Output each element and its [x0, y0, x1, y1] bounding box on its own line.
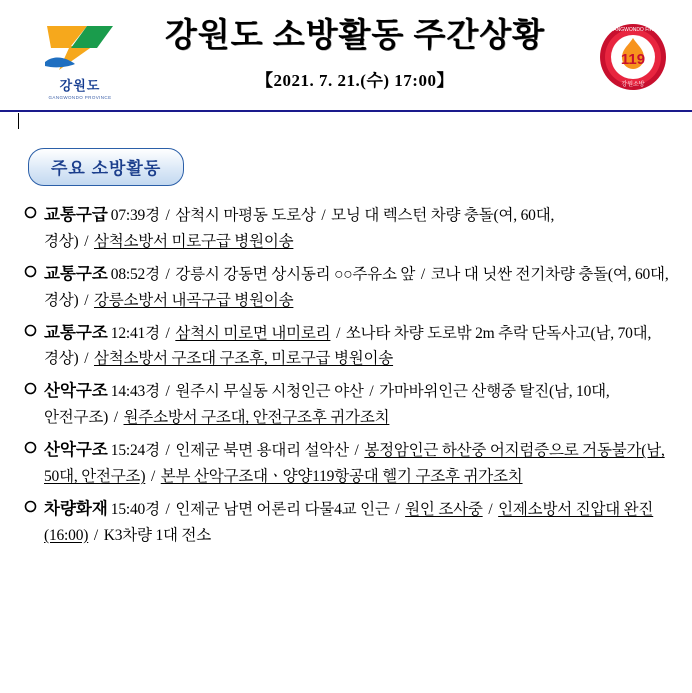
item-location: 인제군 남면 어론리 다물4교 인근 [175, 501, 390, 519]
item-category: 교통구조 [44, 264, 108, 283]
list-item-text: 교통구조 12:41경 / 삼척시 미로면 내미로리 / 쏘나타 차량 도로밖 2m 추락 단독사고(남, 70대, 경상) / 삼척소방서 구조대 구조후, 미로구급 병원이송 [44, 323, 652, 368]
logo-label-en: GANGWONDO PROVINCE [48, 95, 112, 100]
item-response: 인제소방서 진압대 완진(16:00) [44, 501, 654, 544]
item-detail: 모닝 대 렉스턴 차량 충돌(여, 60대, 경상) [44, 207, 555, 250]
item-detail: 코나 대 닛싼 전기차량 충돌(여, 60대, 경상) [44, 265, 669, 309]
item-category: 산악구조 [44, 382, 108, 401]
list-item-text: 교통구조 08:52경 / 강릉시 강동면 상시동리 ○○주유소 앞 / 코나 대 닛싼 전기차량 충돌(여, 60대, 경상) / 강릉소방서 내곡구급 병원이송 [44, 264, 669, 309]
item-time: 15:24경 [110, 442, 160, 460]
item-detail: 쏘나타 차량 도로밖 2m 추락 단독사고(남, 70대, 경상) [44, 324, 652, 368]
bullet-circle-icon [24, 202, 44, 219]
item-damage: K3차량 1대 전소 [103, 526, 212, 544]
item-response: 원주소방서 구조대, 안전구조후 귀가조치 [123, 409, 390, 427]
text-caret [18, 113, 19, 129]
svg-text:GANGWONDO FIRE: GANGWONDO FIRE [609, 27, 657, 33]
list-item-text: 교통구급 07:39경 / 삼척시 마평동 도로상 / 모닝 대 렉스턴 차량 충돌(여, 60대, 경상) / 삼척소방서 미로구급 병원이송 [44, 206, 555, 250]
svg-text:119: 119 [620, 51, 646, 68]
item-response: 삼척소방서 구조대 구조후, 미로구급 병원이송 [93, 350, 394, 368]
list-item [24, 261, 670, 313]
item-location: 삼척시 마평동 도로상 [175, 207, 316, 224]
item-response: 본부 산악구조대ㆍ양양119항공대 헬기 구조후 귀가조치 [160, 468, 523, 486]
item-category: 교통구급 [44, 206, 108, 224]
document-header [0, 0, 692, 112]
bullet-circle-icon [24, 261, 44, 278]
item-cause: 원인 조사중 [405, 501, 483, 519]
item-time: 12:41경 [110, 324, 160, 342]
title-block [130, 18, 580, 91]
page-title: 강원도 소방활동 주간상황 [164, 18, 546, 54]
bullet-circle-icon [24, 320, 44, 337]
list-item-text: 산악구조 14:43경 / 원주시 무실동 시청인근 야산 / 가마바위인근 산행중 탈진(남, 10대, 안전구조) / 원주소방서 구조대, 안전구조후 귀가조치 [44, 382, 610, 427]
list-item [24, 378, 670, 430]
svg-text:강원소방: 강원소방 [621, 82, 645, 88]
item-time: 14:43경 [110, 383, 160, 401]
item-detail: 봉정암인근 하산중 어지럼증으로 거동불가(남, 50대, 안전구조) [44, 442, 665, 486]
item-response: 강릉소방서 내곡구급 병원이송 [93, 291, 294, 309]
province-logo-icon [41, 22, 119, 74]
list-item [24, 437, 670, 489]
list-item [24, 202, 670, 254]
item-detail: 가마바위인근 산행중 탈진(남, 10대, 안전구조) [44, 383, 610, 427]
activity-list [0, 202, 692, 548]
item-category: 산악구조 [44, 441, 108, 460]
item-category: 차량화재 [44, 500, 108, 519]
item-location: 원주시 무실동 시청인근 야산 [175, 383, 364, 401]
list-item [24, 320, 670, 372]
list-item [24, 496, 670, 548]
item-response: 삼척소방서 미로구급 병원이송 [93, 232, 294, 250]
bullet-circle-icon [24, 378, 44, 395]
section-heading: 주요 소방활동 [28, 148, 184, 186]
item-location: 삼척시 미로면 내미로리 [175, 324, 331, 342]
item-time: 07:39경 [110, 207, 160, 224]
item-location: 인제군 북면 용대리 설악산 [175, 442, 349, 460]
gangwon-province-logo [32, 22, 128, 100]
item-category: 교통구조 [44, 323, 108, 342]
item-time: 15:40경 [110, 501, 160, 519]
report-datetime: 【2021. 7. 21.(수) 17:00】 [256, 70, 454, 90]
logo-label-ko: 강원도 [59, 78, 101, 93]
list-item-text: 산악구조 15:24경 / 인제군 북면 용대리 설악산 / 봉정암인근 하산중 어지럼증으로 거동불가(남, 50대, 안전구조) / 본부 산악구조대ㆍ양양119항공대 헬기 구조후 귀가조치 [44, 441, 665, 486]
item-time: 08:52경 [110, 265, 160, 283]
section-heading-wrap [0, 148, 692, 186]
list-item-text: 차량화재 15:40경 / 인제군 남면 어론리 다물4교 인근 / 원인 조사중 / 인제소방서 진압대 완진(16:00) / K3차량 1대 전소 [44, 500, 654, 544]
fire-service-emblem-icon [598, 22, 668, 92]
bullet-circle-icon [24, 496, 44, 513]
item-location: 강릉시 강동면 상시동리 ○○주유소 앞 [175, 265, 416, 283]
bullet-circle-icon [24, 437, 44, 454]
